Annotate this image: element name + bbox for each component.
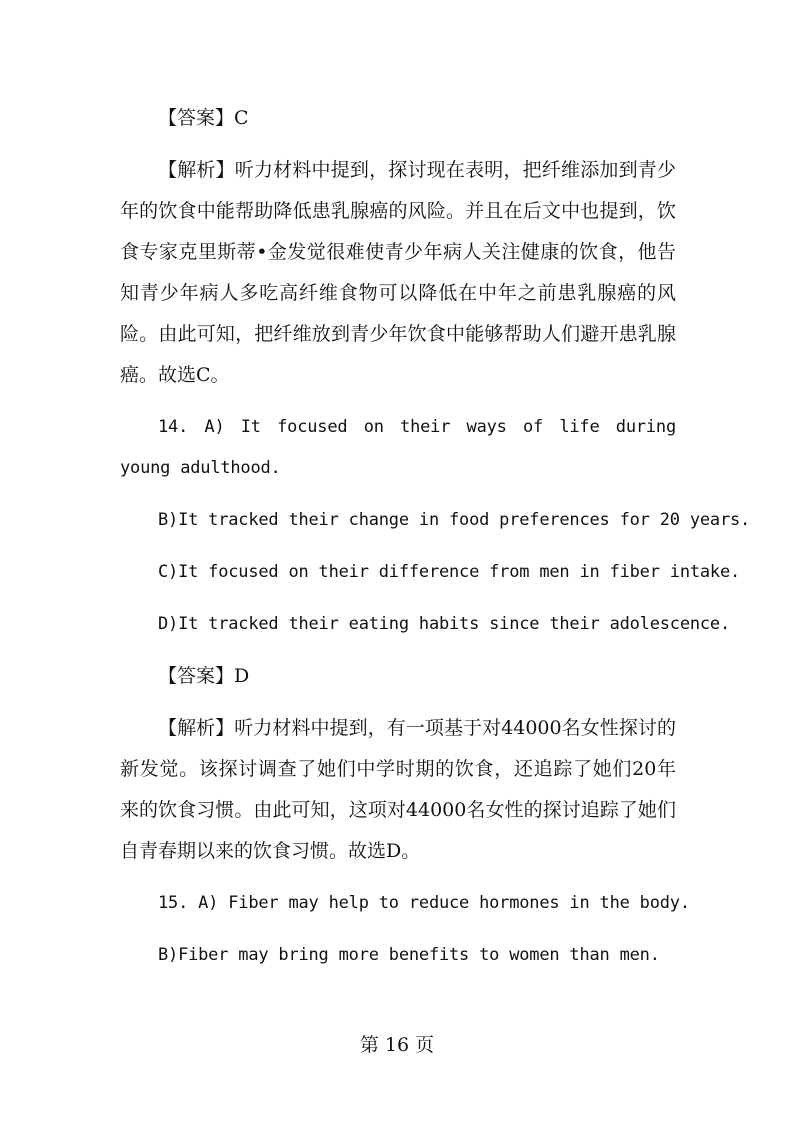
question-15-option-a: 15. A) Fiber may help to reduce hormones in the body. <box>158 893 690 913</box>
question-14-option-a: 14. A) It focused on their ways of life during young adulthood. <box>120 417 676 478</box>
page-number: 第 16 页 <box>359 1034 435 1056</box>
answer-label-14: 【答案】D <box>158 665 250 687</box>
question-14-option-d: D)It tracked their eating habits since their adolescence. <box>158 614 730 634</box>
analysis-paragraph-14: 【解析】听力材料中提到，有一项基于对44000名女性探讨的新发觉。该探讨调查了她们中学时期的饮食，还追踪了她们20年来的饮食习惯。由此可知，这项对44000名女性的探讨追踪了她们自青春期以来的饮食习惯。故选D。 <box>120 717 676 862</box>
analysis-paragraph-13: 【解析】听力材料中提到，探讨现在表明，把纤维添加到青少年的饮食中能帮助降低患乳腺癌的风险。并且在后文中也提到，饮食专家克里斯蒂•金发觉很难使青少年病人关注健康的饮食，他告知青少年病人多吃高纤维食物可以降低在中年之前患乳腺癌的风险。由此可知，把纤维放到青少年饮食中能够帮助人们避开患乳腺癌。故选C。 <box>120 159 676 386</box>
answer-label-13: 【答案】C <box>158 107 249 129</box>
question-14-option-b: B)It tracked their change in food preferences for 20 years. <box>158 510 751 530</box>
question-15-option-b: B)Fiber may bring more benefits to women than men. <box>158 945 660 965</box>
question-14-option-c: C)It focused on their difference from men in fiber intake. <box>158 562 741 582</box>
page-content <box>120 98 751 976</box>
